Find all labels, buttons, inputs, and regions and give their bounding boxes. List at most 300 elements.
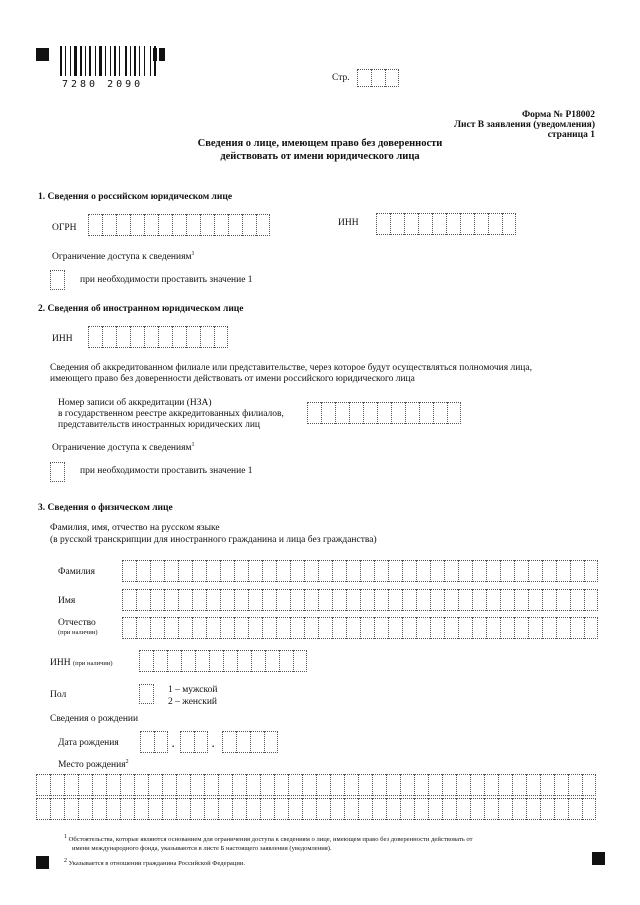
- input-cell[interactable]: [116, 326, 130, 348]
- input-cell[interactable]: [486, 589, 500, 611]
- input-cell[interactable]: [570, 617, 584, 639]
- birth-place-label: Место рождения$^2$: [58, 758, 129, 770]
- name-cells[interactable]: [122, 589, 598, 611]
- input-cell[interactable]: [186, 326, 200, 348]
- barcode-bar: [150, 46, 151, 76]
- input-cell[interactable]: [64, 798, 78, 820]
- input-cell[interactable]: [120, 798, 134, 820]
- input-cell[interactable]: [246, 774, 260, 796]
- input-cell[interactable]: [540, 798, 554, 820]
- patronymic-cells[interactable]: [122, 617, 598, 639]
- input-cell[interactable]: [360, 560, 374, 582]
- nza-label-line1: Номер записи об аккредитации (НЗА): [58, 398, 212, 408]
- barcode-number: 7280 2090: [62, 79, 144, 90]
- input-cell[interactable]: [223, 650, 237, 672]
- input-cell[interactable]: [232, 774, 246, 796]
- input-cell[interactable]: [388, 560, 402, 582]
- barcode-bar: [128, 46, 129, 76]
- input-cell[interactable]: [78, 774, 92, 796]
- ogrn-cells[interactable]: [88, 214, 270, 236]
- input-cell[interactable]: [488, 213, 502, 235]
- input-cell[interactable]: [405, 402, 419, 424]
- input-cell[interactable]: [304, 589, 318, 611]
- input-cell[interactable]: [433, 402, 447, 424]
- input-cell[interactable]: [377, 402, 391, 424]
- input-cell[interactable]: [88, 326, 102, 348]
- input-cell[interactable]: [374, 617, 388, 639]
- input-cell[interactable]: [458, 589, 472, 611]
- section2-heading: 2. Сведения об иностранном юридическом лице: [38, 304, 244, 314]
- form-number: Форма № Р18002: [521, 110, 595, 120]
- input-cell[interactable]: [414, 798, 428, 820]
- input-cell[interactable]: [250, 731, 264, 753]
- input-cell[interactable]: [568, 798, 582, 820]
- name-label: Имя: [58, 596, 76, 606]
- input-cell[interactable]: [554, 798, 568, 820]
- corner-marker-bottom-right: [592, 852, 605, 865]
- input-cell[interactable]: [346, 589, 360, 611]
- input-cell[interactable]: [274, 774, 288, 796]
- input-cell[interactable]: [130, 214, 144, 236]
- input-cell[interactable]: [363, 402, 377, 424]
- input-cell[interactable]: [290, 560, 304, 582]
- barcode-bar: [89, 46, 91, 76]
- input-cell[interactable]: [181, 650, 195, 672]
- input-cell[interactable]: [385, 69, 399, 87]
- barcode-bar: [95, 46, 96, 76]
- input-cell[interactable]: [316, 774, 330, 796]
- input-cell[interactable]: [288, 774, 302, 796]
- input-cell[interactable]: [386, 798, 400, 820]
- input-cell[interactable]: [265, 650, 279, 672]
- input-cell[interactable]: [237, 650, 251, 672]
- input-cell[interactable]: [556, 617, 570, 639]
- input-cell[interactable]: [484, 798, 498, 820]
- input-cell[interactable]: [400, 774, 414, 796]
- input-cell[interactable]: [140, 731, 154, 753]
- input-cell[interactable]: [332, 617, 346, 639]
- input-cell[interactable]: [332, 560, 346, 582]
- input-cell[interactable]: [570, 589, 584, 611]
- input-cell[interactable]: [498, 798, 512, 820]
- section2-access-hint: при необходимости проставить значение 1: [80, 466, 253, 476]
- input-cell[interactable]: [444, 617, 458, 639]
- input-cell[interactable]: [220, 617, 234, 639]
- input-cell[interactable]: [470, 798, 484, 820]
- input-cell[interactable]: [302, 774, 316, 796]
- input-cell[interactable]: [430, 617, 444, 639]
- input-cell[interactable]: [318, 560, 332, 582]
- input-cell[interactable]: [153, 650, 167, 672]
- barcode-bar: [92, 46, 94, 76]
- input-cell[interactable]: [470, 774, 484, 796]
- input-cell[interactable]: [582, 798, 596, 820]
- input-cell[interactable]: [528, 560, 542, 582]
- input-cell[interactable]: [472, 617, 486, 639]
- input-cell[interactable]: [88, 214, 102, 236]
- input-cell[interactable]: [344, 798, 358, 820]
- input-cell[interactable]: [236, 731, 250, 753]
- input-cell[interactable]: [372, 798, 386, 820]
- input-cell[interactable]: [218, 774, 232, 796]
- input-cell[interactable]: [150, 560, 164, 582]
- birth-day-cells[interactable]: [140, 731, 168, 753]
- patronymic-note: (при наличии): [58, 629, 98, 636]
- input-cell[interactable]: [92, 798, 106, 820]
- input-cell[interactable]: [526, 774, 540, 796]
- input-cell[interactable]: [330, 774, 344, 796]
- barcode-bar: [139, 46, 140, 76]
- barcode-bar: [157, 46, 159, 76]
- input-cell[interactable]: [360, 617, 374, 639]
- barcode-bar: [130, 46, 131, 76]
- section1-heading: 1. Сведения о российском юридическом лице: [38, 192, 233, 202]
- input-cell[interactable]: [542, 560, 556, 582]
- input-cell[interactable]: [290, 589, 304, 611]
- section1-access-cell[interactable]: [50, 270, 65, 290]
- input-cell[interactable]: [167, 650, 181, 672]
- input-cell[interactable]: [276, 560, 290, 582]
- input-cell[interactable]: [106, 774, 120, 796]
- input-cell[interactable]: [357, 69, 371, 87]
- input-cell[interactable]: [512, 798, 526, 820]
- input-cell[interactable]: [568, 774, 582, 796]
- input-cell[interactable]: [582, 774, 596, 796]
- input-cell[interactable]: [556, 560, 570, 582]
- input-cell[interactable]: [134, 774, 148, 796]
- input-cell[interactable]: [251, 650, 265, 672]
- input-cell[interactable]: [276, 589, 290, 611]
- input-cell[interactable]: [290, 617, 304, 639]
- input-cell[interactable]: [486, 560, 500, 582]
- footnote-2: $^2$ Указывается в отношении гражданина Российской Федерации.: [64, 857, 246, 867]
- input-cell[interactable]: [502, 213, 516, 235]
- input-cell[interactable]: [360, 589, 374, 611]
- input-cell[interactable]: [304, 560, 318, 582]
- input-cell[interactable]: [458, 617, 472, 639]
- birth-year-cells[interactable]: [222, 731, 278, 753]
- input-cell[interactable]: [158, 214, 172, 236]
- input-cell[interactable]: [150, 617, 164, 639]
- input-cell[interactable]: [206, 617, 220, 639]
- input-cell[interactable]: [330, 798, 344, 820]
- branch-info-line2: имеющего право без доверенности действовать от имени российского юридического лица: [50, 374, 415, 384]
- input-cell[interactable]: [232, 798, 246, 820]
- input-cell[interactable]: [321, 402, 335, 424]
- input-cell[interactable]: [372, 774, 386, 796]
- input-cell[interactable]: [50, 270, 65, 290]
- input-cell[interactable]: [570, 560, 584, 582]
- input-cell[interactable]: [176, 774, 190, 796]
- input-cell[interactable]: [526, 798, 540, 820]
- section3-inn-cells[interactable]: [139, 650, 307, 672]
- page-number-cells[interactable]: [357, 69, 399, 87]
- input-cell[interactable]: [218, 798, 232, 820]
- input-cell[interactable]: [130, 326, 144, 348]
- input-cell[interactable]: [172, 326, 186, 348]
- input-cell[interactable]: [584, 560, 598, 582]
- input-cell[interactable]: [402, 617, 416, 639]
- input-cell[interactable]: [346, 617, 360, 639]
- section1-access-hint: при необходимости проставить значение 1: [80, 275, 253, 285]
- input-cell[interactable]: [178, 589, 192, 611]
- section2-inn-cells[interactable]: [88, 326, 228, 348]
- input-cell[interactable]: [178, 560, 192, 582]
- input-cell[interactable]: [139, 650, 153, 672]
- input-cell[interactable]: [164, 560, 178, 582]
- input-cell[interactable]: [190, 798, 204, 820]
- input-cell[interactable]: [316, 798, 330, 820]
- input-cell[interactable]: [514, 560, 528, 582]
- input-cell[interactable]: [150, 589, 164, 611]
- input-cell[interactable]: [220, 589, 234, 611]
- input-cell[interactable]: [528, 589, 542, 611]
- input-cell[interactable]: [428, 798, 442, 820]
- input-cell[interactable]: [186, 214, 200, 236]
- input-cell[interactable]: [512, 774, 526, 796]
- input-cell[interactable]: [388, 617, 402, 639]
- input-cell[interactable]: [542, 617, 556, 639]
- input-cell[interactable]: [36, 774, 50, 796]
- input-cell[interactable]: [195, 650, 209, 672]
- input-cell[interactable]: [446, 213, 460, 235]
- input-cell[interactable]: [458, 560, 472, 582]
- input-cell[interactable]: [234, 589, 248, 611]
- input-cell[interactable]: [162, 774, 176, 796]
- input-cell[interactable]: [200, 326, 214, 348]
- input-cell[interactable]: [474, 213, 488, 235]
- input-cell[interactable]: [390, 213, 404, 235]
- input-cell[interactable]: [136, 560, 150, 582]
- input-cell[interactable]: [214, 326, 228, 348]
- sex-label: Пол: [50, 690, 67, 700]
- input-cell[interactable]: [78, 798, 92, 820]
- input-cell[interactable]: [154, 731, 168, 753]
- sex-cell[interactable]: [139, 684, 154, 704]
- input-cell[interactable]: [122, 589, 136, 611]
- input-cell[interactable]: [164, 589, 178, 611]
- input-cell[interactable]: [500, 617, 514, 639]
- input-cell[interactable]: [178, 617, 192, 639]
- input-cell[interactable]: [279, 650, 293, 672]
- input-cell[interactable]: [192, 589, 206, 611]
- input-cell[interactable]: [444, 589, 458, 611]
- input-cell[interactable]: [260, 774, 274, 796]
- input-cell[interactable]: [358, 774, 372, 796]
- input-cell[interactable]: [307, 402, 321, 424]
- input-cell[interactable]: [246, 798, 260, 820]
- input-cell[interactable]: [162, 798, 176, 820]
- input-cell[interactable]: [332, 589, 346, 611]
- input-cell[interactable]: [432, 213, 446, 235]
- input-cell[interactable]: [442, 774, 456, 796]
- input-cell[interactable]: [194, 731, 208, 753]
- input-cell[interactable]: [192, 617, 206, 639]
- input-cell[interactable]: [116, 214, 130, 236]
- input-cell[interactable]: [484, 774, 498, 796]
- input-cell[interactable]: [344, 774, 358, 796]
- input-cell[interactable]: [416, 617, 430, 639]
- barcode-bar: [125, 46, 127, 76]
- input-cell[interactable]: [288, 798, 302, 820]
- input-cell[interactable]: [248, 617, 262, 639]
- input-cell[interactable]: [222, 731, 236, 753]
- input-cell[interactable]: [158, 326, 172, 348]
- input-cell[interactable]: [92, 774, 106, 796]
- input-cell[interactable]: [204, 774, 218, 796]
- input-cell[interactable]: [456, 774, 470, 796]
- surname-cells[interactable]: [122, 560, 598, 582]
- input-cell[interactable]: [554, 774, 568, 796]
- input-cell[interactable]: [540, 774, 554, 796]
- barcode-bar: [67, 46, 69, 76]
- input-cell[interactable]: [498, 774, 512, 796]
- input-cell[interactable]: [542, 589, 556, 611]
- page-title-line2: действовать от имени юридического лица: [220, 151, 420, 162]
- input-cell[interactable]: [50, 774, 64, 796]
- input-cell[interactable]: [234, 617, 248, 639]
- input-cell[interactable]: [584, 617, 598, 639]
- input-cell[interactable]: [584, 589, 598, 611]
- input-cell[interactable]: [419, 402, 433, 424]
- input-cell[interactable]: [514, 589, 528, 611]
- input-cell[interactable]: [248, 560, 262, 582]
- input-cell[interactable]: [416, 589, 430, 611]
- input-cell[interactable]: [122, 617, 136, 639]
- input-cell[interactable]: [228, 214, 242, 236]
- birth-month-cells[interactable]: [180, 731, 208, 753]
- input-cell[interactable]: [460, 213, 474, 235]
- input-cell[interactable]: [486, 617, 500, 639]
- birth-date-separator-2: .: [212, 740, 215, 750]
- input-cell[interactable]: [102, 214, 116, 236]
- branch-info-line1: Сведения об аккредитованном филиале или представительстве, через которое будут осуществляться полномочия лица,: [50, 363, 532, 373]
- input-cell[interactable]: [139, 684, 154, 704]
- input-cell[interactable]: [148, 798, 162, 820]
- input-cell[interactable]: [444, 560, 458, 582]
- input-cell[interactable]: [136, 589, 150, 611]
- input-cell[interactable]: [192, 560, 206, 582]
- input-cell[interactable]: [106, 798, 120, 820]
- input-cell[interactable]: [447, 402, 461, 424]
- input-cell[interactable]: [358, 798, 372, 820]
- input-cell[interactable]: [180, 731, 194, 753]
- input-cell[interactable]: [418, 213, 432, 235]
- input-cell[interactable]: [248, 589, 262, 611]
- input-cell[interactable]: [349, 402, 363, 424]
- input-cell[interactable]: [371, 69, 385, 87]
- input-cell[interactable]: [304, 617, 318, 639]
- input-cell[interactable]: [404, 213, 418, 235]
- input-cell[interactable]: [400, 798, 414, 820]
- input-cell[interactable]: [293, 650, 307, 672]
- input-cell[interactable]: [64, 774, 78, 796]
- input-cell[interactable]: [209, 650, 223, 672]
- input-cell[interactable]: [190, 774, 204, 796]
- nza-cells[interactable]: [307, 402, 461, 424]
- input-cell[interactable]: [500, 560, 514, 582]
- barcode-bar: [114, 46, 116, 76]
- input-cell[interactable]: [136, 617, 150, 639]
- barcode-bar: [80, 46, 82, 76]
- input-cell[interactable]: [214, 214, 228, 236]
- section2-access-cell[interactable]: [50, 462, 65, 482]
- input-cell[interactable]: [220, 560, 234, 582]
- input-cell[interactable]: [416, 560, 430, 582]
- input-cell[interactable]: [274, 798, 288, 820]
- input-cell[interactable]: [346, 560, 360, 582]
- input-cell[interactable]: [376, 213, 390, 235]
- input-cell[interactable]: [172, 214, 186, 236]
- input-cell[interactable]: [148, 774, 162, 796]
- input-cell[interactable]: [386, 774, 400, 796]
- input-cell[interactable]: [428, 774, 442, 796]
- input-cell[interactable]: [374, 589, 388, 611]
- input-cell[interactable]: [50, 462, 65, 482]
- input-cell[interactable]: [528, 617, 542, 639]
- input-cell[interactable]: [556, 589, 570, 611]
- input-cell[interactable]: [276, 617, 290, 639]
- input-cell[interactable]: [164, 617, 178, 639]
- input-cell[interactable]: [335, 402, 349, 424]
- input-cell[interactable]: [456, 798, 470, 820]
- input-cell[interactable]: [262, 589, 276, 611]
- input-cell[interactable]: [120, 774, 134, 796]
- input-cell[interactable]: [122, 560, 136, 582]
- input-cell[interactable]: [318, 589, 332, 611]
- input-cell[interactable]: [430, 560, 444, 582]
- input-cell[interactable]: [402, 560, 416, 582]
- surname-label: Фамилия: [58, 567, 96, 577]
- input-cell[interactable]: [318, 617, 332, 639]
- section1-inn-cells[interactable]: [376, 213, 516, 235]
- input-cell[interactable]: [200, 214, 214, 236]
- barcode-bar: [99, 46, 102, 76]
- input-cell[interactable]: [256, 214, 270, 236]
- input-cell[interactable]: [176, 798, 190, 820]
- input-cell[interactable]: [388, 589, 402, 611]
- input-cell[interactable]: [134, 798, 148, 820]
- input-cell[interactable]: [374, 560, 388, 582]
- input-cell[interactable]: [36, 798, 50, 820]
- input-cell[interactable]: [242, 214, 256, 236]
- input-cell[interactable]: [500, 589, 514, 611]
- input-cell[interactable]: [144, 214, 158, 236]
- input-cell[interactable]: [442, 798, 456, 820]
- input-cell[interactable]: [514, 617, 528, 639]
- input-cell[interactable]: [206, 589, 220, 611]
- input-cell[interactable]: [391, 402, 405, 424]
- input-cell[interactable]: [264, 731, 278, 753]
- birth-place-cells-row2[interactable]: [36, 798, 596, 820]
- input-cell[interactable]: [402, 589, 416, 611]
- input-cell[interactable]: [260, 798, 274, 820]
- input-cell[interactable]: [472, 560, 486, 582]
- input-cell[interactable]: [472, 589, 486, 611]
- input-cell[interactable]: [144, 326, 158, 348]
- input-cell[interactable]: [204, 798, 218, 820]
- input-cell[interactable]: [430, 589, 444, 611]
- input-cell[interactable]: [206, 560, 220, 582]
- input-cell[interactable]: [262, 560, 276, 582]
- birth-place-cells-row1[interactable]: [36, 774, 596, 796]
- input-cell[interactable]: [302, 798, 316, 820]
- input-cell[interactable]: [414, 774, 428, 796]
- input-cell[interactable]: [234, 560, 248, 582]
- input-cell[interactable]: [50, 798, 64, 820]
- input-cell[interactable]: [262, 617, 276, 639]
- input-cell[interactable]: [102, 326, 116, 348]
